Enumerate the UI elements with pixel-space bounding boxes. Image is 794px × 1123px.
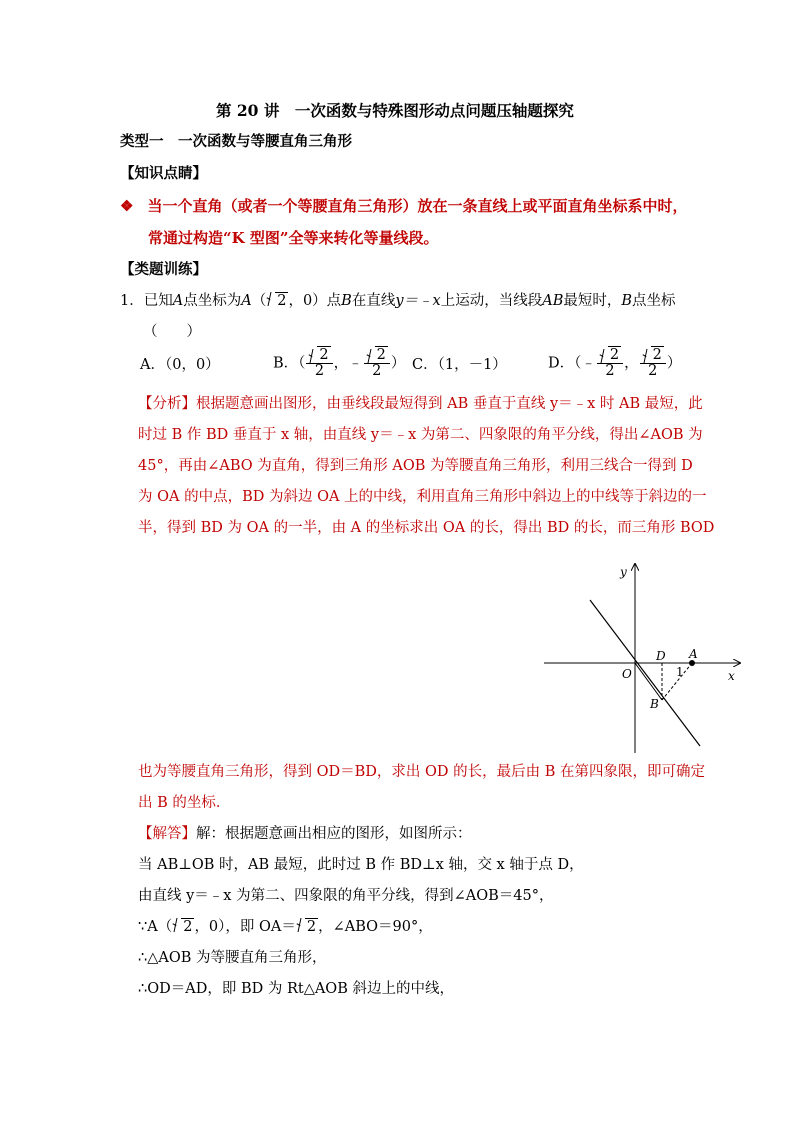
solution-line-6: ∴OD＝AD，即 BD 为 Rt△AOB 斜边上的中线，: [138, 981, 454, 997]
solution-line-2: 当 AB⊥OB 时，AB 最短，此时过 B 作 BD⊥x 轴，交 x 轴于点 D，: [138, 857, 584, 873]
solution-line-5: ∴△AOB 为等腰直角三角形，: [138, 950, 327, 966]
analysis-line-5: 半，得到 BD 为 OA 的一半，由 A 的坐标求出 OA 的长，得出 BD 的长，而三角形 BOD: [138, 520, 715, 536]
segment-ob: [635, 663, 662, 700]
label-b: B: [650, 697, 659, 711]
analysis-line-2: 时过 B 作 BD 垂直于 x 轴，由直线 y＝﹣x 为第二、四象限的角平分线，得出∠AOB 为: [138, 427, 703, 443]
type-heading: 类型一 一次函数与等腰直角三角形: [120, 133, 352, 150]
solution-line-1: 【解答】解：根据题意画出相应的图形，如图所示：: [138, 826, 472, 842]
question-1: 1．已知A点坐标为A（ 2 ，0）点B在直线y＝﹣x上运动，当线段AB最短时，B点坐标: [120, 293, 676, 309]
label-y: y: [620, 565, 627, 579]
option-c: C．（1，－1）: [412, 357, 507, 373]
diamond-bullet-icon: ❖: [120, 197, 134, 215]
label-1: 1: [676, 665, 684, 679]
option-a: A．（0，0）: [140, 357, 220, 373]
analysis-line-7: 出 B 的坐标．: [138, 795, 231, 811]
page-title: 第 20 讲 一次函数与特殊图形动点问题压轴题探究: [216, 101, 574, 120]
coordinate-graph: [540, 560, 760, 760]
option-d: D．（﹣ $\frac{2}{2}$ ， $\frac{2}{2}$ ）: [548, 347, 682, 379]
analysis-line-6: 也为等腰直角三角形，得到 OD＝BD，求出 OD 的长，最后由 B 在第四象限，即可确定: [138, 764, 706, 780]
knowledge-line-1: ❖ 当一个直角（或者一个等腰直角三角形）放在一条直线上或平面直角坐标系中时，: [120, 197, 688, 215]
question-1-paren: （ ）: [143, 324, 201, 340]
option-b: B．（ $\frac{2}{2}$ ，﹣ $\frac{2}{2}$ ）: [273, 347, 406, 379]
knowledge-line-2: 常通过构造“K 型图”全等来转化等量线段。: [148, 229, 439, 247]
solution-line-4: ∵A（ 2 ，0），即 OA＝ 2 ，∠ABO＝90°，: [138, 919, 433, 935]
options-row: [140, 347, 682, 386]
practice-heading: 【类题训练】: [120, 261, 207, 278]
label-d: D: [656, 649, 666, 663]
analysis-line-1: 【分析】根据题意画出图形，由垂线段最短得到 AB 垂直于直线 y＝﹣x 时 AB 最短，此: [138, 396, 703, 412]
label-x: x: [728, 669, 735, 683]
label-a: A: [689, 647, 698, 661]
solution-line-3: 由直线 y＝﹣x 为第二、四象限的角平分线，得到∠AOB＝45°，: [138, 888, 554, 904]
label-o: O: [622, 667, 632, 681]
analysis-line-4: 为 OA 的中点，BD 为斜边 OA 上的中线，利用直角三角形中斜边上的中线等于斜边的一: [138, 489, 707, 505]
analysis-line-3: 45°，再由∠ABO 为直角，得到三角形 AOB 为等腰直角三角形，利用三线合一得到 D: [138, 458, 693, 474]
knowledge-heading: 【知识点睛】: [120, 165, 207, 182]
